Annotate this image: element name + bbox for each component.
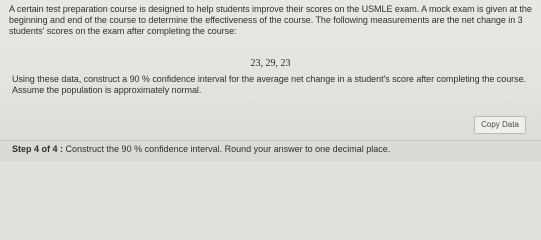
step-instruction: [12, 144, 532, 155]
instructions-text: Using these data, construct a 90 % confidence interval for the average net change in a student's score after completing the course. Assume the population is approximately normal.: [12, 74, 526, 95]
problem-statement: A certain test preparation course is designed to help students improve their scores on the USMLE exam. A mock exam is given at the beginning and end of the course to determine the effectiveness of the course. The following measurements are the net change in 3 students' scores on the exam after completing the course:: [9, 4, 532, 36]
data-values: 23, 29, 23: [250, 58, 291, 69]
section-divider: [0, 140, 541, 141]
step-label: Step 4 of 4 :: [12, 144, 64, 154]
copy-data-button[interactable]: Copy Data: [474, 116, 526, 134]
step-text: Construct the 90 % confidence interval. Round your answer to one decimal place.: [65, 144, 391, 154]
